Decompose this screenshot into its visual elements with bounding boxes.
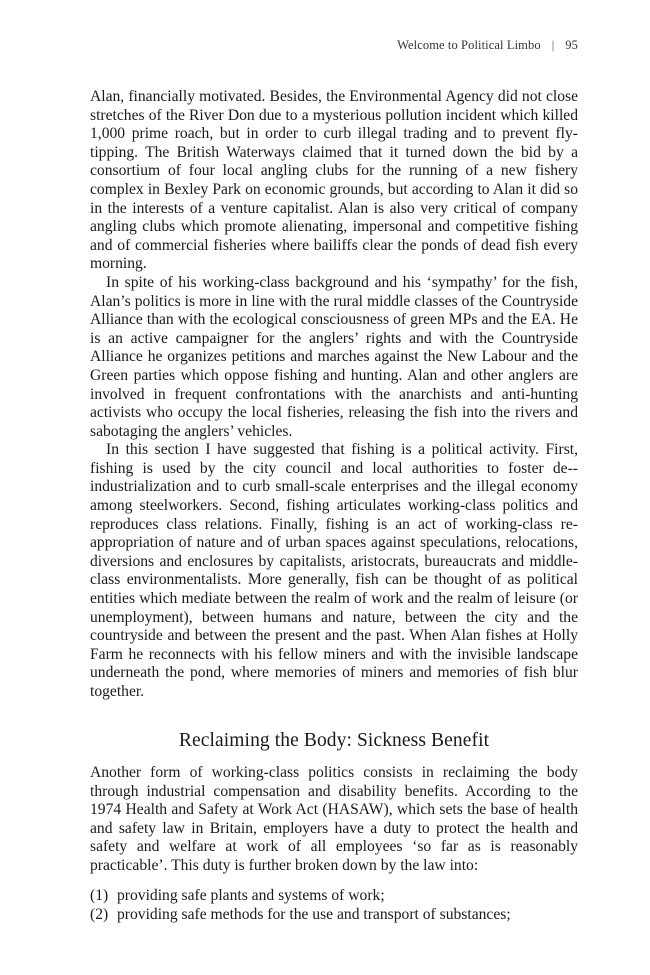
main-text bbox=[90, 88, 578, 702]
list-item bbox=[90, 886, 578, 905]
paragraph-continued: Alan, financially motivated. Besides, the Environmental Agency did not close stretches of the River Don due to a mysterious pollution incident which killed 1,000 prime roach, but in order to curb illegal trading and to prevent fly-tipping. The British Waterways claimed that it turned down the bid by a consortium of four local angling clubs for the running of a new fishery complex in Bexley Park on economic grounds, but according to Alan it did so in the interests of a venture capitalist. Alan is also very critical of company angling clubs which promote alienating, impersonal and competitive fishing and of commercial fisheries where bailiffs clear the ponds of dead fish every morning. bbox=[90, 88, 578, 273]
list-item bbox=[90, 905, 578, 924]
list-marker: (1) bbox=[90, 887, 109, 904]
section-heading: Reclaiming the Body: Sickness Benefit bbox=[178, 730, 490, 751]
list-marker: (2) bbox=[90, 906, 109, 923]
running-title: Welcome to Political Limbo bbox=[397, 38, 541, 52]
section-text bbox=[90, 764, 578, 876]
paragraph-reclaiming-body: Another form of working-class politics consists in reclaiming the body through industrial compensation and disability benefits. According to the 1974 Health and Safety at Work Act (HASAW), which sets the base of health and safety law in Britain, employers have a duty to protect the health and safety and welfare at work of all employees ‘so far as is reasonably practicable’. This duty is further broken down by the law into: bbox=[90, 764, 578, 874]
page-number: 95 bbox=[565, 38, 578, 52]
duty-list bbox=[90, 886, 578, 924]
paragraph-fishing-political: In this section I have suggested that fishing is a political activity. First, fishing is used by the city council and local authorities to foster de-industrialization and to curb small-scale enterprises and the illegal economy among steelworkers. Second, fishing articulates working-class politics and reproduces class relations. Finally, fishing is an act of working-class re-appropriation of nature and of urban spaces against speculations, relocations, diversions and enclosures by capitalists, aristocrats, bureaucrats and middle-class environmentalists. More generally, fish can be thought of as political entities which mediate between the realm of work and the realm of leisure (or unemployment), between humans and nature, between the city and the countryside and between the present and the past. When Alan fishes at Holly Farm he reconnects with his fellow miners and with the invisible landscape underneath the pond, where memories of miners and memories of fish blur together. bbox=[90, 441, 578, 700]
header-separator: | bbox=[551, 38, 555, 52]
running-head bbox=[397, 38, 578, 53]
list-text: providing safe methods for the use and transport of substances; bbox=[117, 906, 511, 923]
list-text: providing safe plants and systems of work; bbox=[117, 887, 385, 904]
paragraph-alan-politics: In spite of his working-class background and his ‘sympathy’ for the fish, Alan’s politics is more in line with the rural middle classes of the Countryside Alliance than with the ecological consciousness of green MPs and the EA. He is an active campaigner for the anglers’ rights and with the Countryside Alliance he organizes petitions and marches against the New Labour and the Green parties which oppose fishing and hunting. Alan and other anglers are involved in frequent confrontations with the anarchists and anti-hunting activists who occupy the local fisheries, releasing the fish into the rivers and sabotaging the anglers’ vehicles. bbox=[90, 273, 578, 440]
